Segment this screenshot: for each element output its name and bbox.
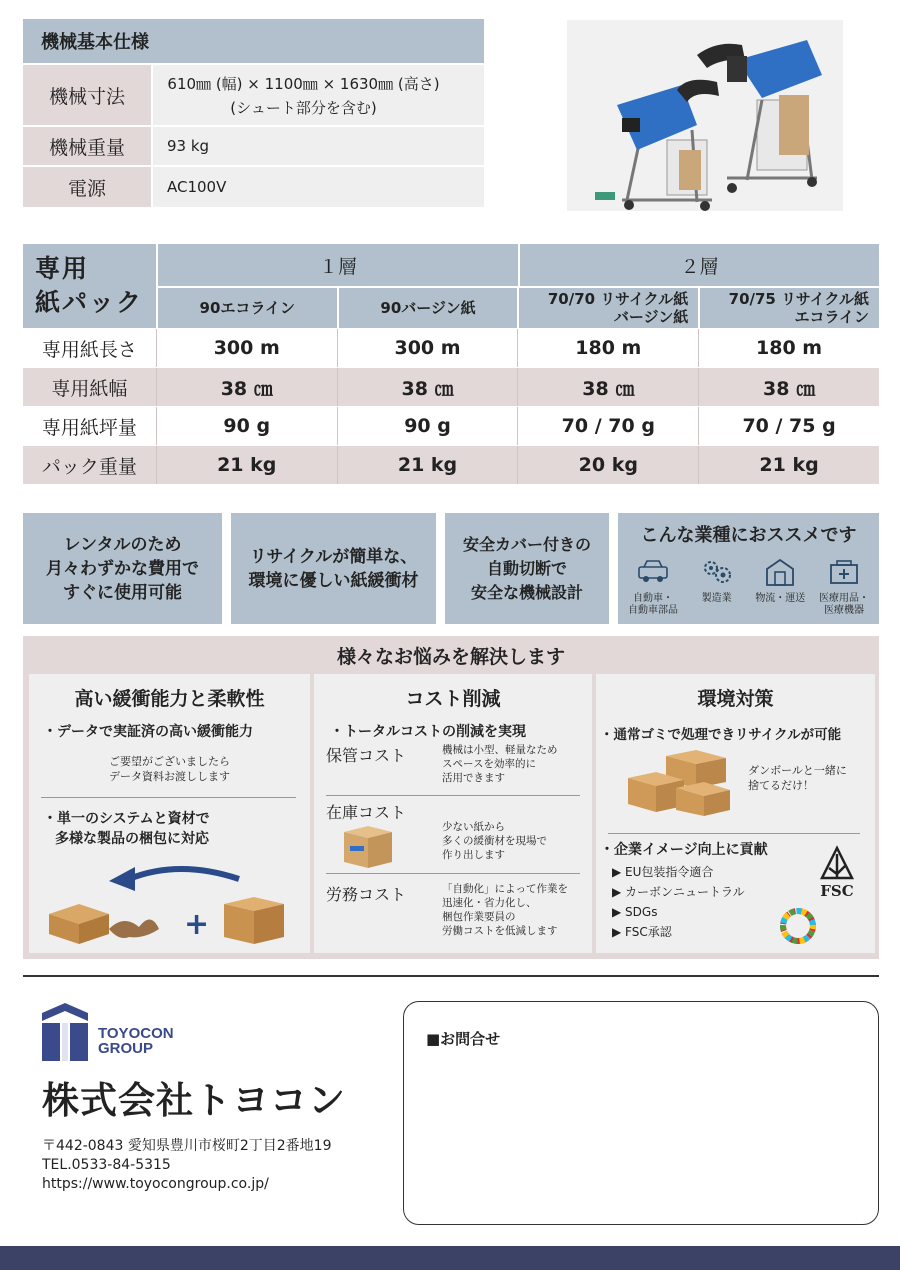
feature-recycle xyxy=(231,513,436,624)
cushion-column xyxy=(29,674,310,953)
env-list xyxy=(596,862,745,942)
pack-column-header xyxy=(698,286,879,328)
feature-line: 月々わずかな費用で xyxy=(46,558,199,579)
cost-desc xyxy=(442,743,558,785)
cell: 70 / 75 g xyxy=(698,407,879,445)
note-line: ご要望がございましたら xyxy=(109,755,230,768)
cell: 21 kg xyxy=(337,446,518,484)
feature-safety xyxy=(445,513,609,624)
cell: 20 kg xyxy=(517,446,698,484)
cost-desc xyxy=(442,882,568,938)
industry-item xyxy=(813,557,875,617)
col-line: 70/70 リサイクル紙 xyxy=(547,290,689,308)
cell: 300 m xyxy=(337,329,518,367)
warehouse-icon xyxy=(763,557,797,587)
divider xyxy=(608,833,860,834)
desc-line: 迅速化・省力化し、 xyxy=(442,897,537,909)
industry-item xyxy=(749,557,811,617)
cost-key: 在庫コスト xyxy=(326,803,407,822)
industry-item xyxy=(622,557,684,617)
industry-title: こんな業種におススメです xyxy=(640,525,857,546)
address: 〒442-0843 愛知県豊川市桜町2丁目2番地19 xyxy=(42,1138,332,1154)
cost-key: 労務コスト xyxy=(326,885,407,904)
industry-label: 医療用品・ xyxy=(818,593,869,604)
pack-group-1: １層 xyxy=(156,244,518,286)
col-line: 90エコライン xyxy=(199,299,295,317)
col-line: 70/75 リサイクル紙 xyxy=(728,290,869,308)
cardboard-boxes-illustration xyxy=(626,746,731,816)
row-label: 専用紙長さ xyxy=(41,338,137,361)
feature-line: 安全な機械設計 xyxy=(470,582,583,602)
medical-icon xyxy=(827,557,861,587)
industry-label: 自動車・ xyxy=(633,593,673,604)
desc-line: 多くの緩衝材を現場で xyxy=(442,835,547,847)
industry-label: 自動車部品 xyxy=(628,605,678,616)
spec-row xyxy=(23,165,484,207)
cell: 21 kg xyxy=(698,446,879,484)
industry-item xyxy=(686,557,748,617)
col-line: バージン紙 xyxy=(613,308,689,326)
spec-value xyxy=(151,65,484,125)
industry-label: 医療機器 xyxy=(823,605,864,616)
logo-text-line: GROUP xyxy=(98,1040,154,1057)
website-link[interactable]: https://www.toyocongroup.co.jp/ xyxy=(42,1176,269,1192)
spec-label: 機械寸法 xyxy=(23,65,151,125)
bullet-line: 多様な製品の梱包に対応 xyxy=(55,831,209,847)
feature-line: レンタルのため xyxy=(63,534,182,555)
spec-table xyxy=(23,19,484,207)
plus-sign: + xyxy=(184,907,210,942)
industry-label: 製造業 xyxy=(701,593,732,604)
spec-row xyxy=(23,63,484,125)
feature-line: 安全カバー付きの xyxy=(462,534,591,554)
col-line: 90バージン紙 xyxy=(380,299,476,317)
cell: 90 g xyxy=(337,407,518,445)
note-line: 捨てるだけ！ xyxy=(748,779,814,792)
cell: 38 ㎝ xyxy=(156,368,337,406)
cell: 38 ㎝ xyxy=(337,368,518,406)
cushion-note xyxy=(29,754,310,784)
env-bullet: ・通常ゴミで処理できリサイクルが可能 xyxy=(600,727,842,743)
note-line: ダンボールと一緒に xyxy=(748,764,847,777)
divider xyxy=(326,795,580,796)
desc-line: 「自動化」によって作業を xyxy=(442,883,568,895)
toyocon-logo xyxy=(42,1003,182,1067)
cost-bullet: ・トータルコストの削減を実現 xyxy=(330,724,526,740)
fsc-label: FSC xyxy=(820,882,854,900)
machine-photo xyxy=(567,20,843,211)
list-item: ▶ SDGs xyxy=(612,905,658,919)
fsc-logo xyxy=(816,844,858,900)
contact-box xyxy=(403,1001,879,1225)
spec-value-line: 610㎜ (幅) × 1100㎜ × 1630㎜ (高さ) xyxy=(167,74,440,93)
cushion-bullet xyxy=(29,809,210,849)
list-item: ▶ FSC承認 xyxy=(612,925,672,939)
solutions-title: 様々なお悩みを解決します xyxy=(336,645,565,668)
industry-label: 物流・運送 xyxy=(755,593,806,604)
environment-column xyxy=(596,674,875,953)
cell: 180 m xyxy=(517,329,698,367)
logo-text-line: TOYOCON xyxy=(98,1025,174,1042)
col-line: エコライン xyxy=(794,308,869,326)
table-row xyxy=(23,328,879,367)
company-address-block xyxy=(42,1137,331,1194)
sdgs-wheel-icon xyxy=(780,908,816,944)
divider xyxy=(326,873,580,874)
cushion-bullet: ・データで実証済の高い緩衝能力 xyxy=(43,724,253,740)
divider xyxy=(41,797,296,798)
table-row xyxy=(23,445,879,484)
feature-line: リサイクルが簡単な、 xyxy=(249,546,418,567)
spec-value: AC100V xyxy=(151,167,484,207)
desc-line: 機械は小型、軽量なため xyxy=(442,744,558,756)
pack-title-line: 紙パック xyxy=(35,288,144,317)
row-label: 専用紙幅 xyxy=(51,377,128,400)
env-heading: 環境対策 xyxy=(697,688,774,710)
box-and-cushion-illustration xyxy=(39,859,299,944)
note-line: データ資料お渡しします xyxy=(109,770,230,783)
gears-icon xyxy=(700,557,734,587)
pack-column-header xyxy=(517,286,698,328)
feature-rental xyxy=(23,513,222,624)
env-bullet: ・企業イメージ向上に貢献 xyxy=(600,842,768,858)
cost-key: 保管コスト xyxy=(326,746,407,765)
industry-box xyxy=(618,513,879,624)
cost-column xyxy=(314,674,592,953)
desc-line: スペースを効率的に xyxy=(442,758,536,770)
desc-line: 活用できます xyxy=(442,772,505,784)
spec-label: 電源 xyxy=(23,167,151,207)
car-icon xyxy=(636,557,670,587)
desc-line: 梱包作業要員の xyxy=(442,911,516,923)
feature-line: 環境に優しい紙緩衝材 xyxy=(248,570,419,591)
feature-line: 自動切断で xyxy=(486,558,567,578)
list-item: ▶ カーボンニュートラル xyxy=(612,885,745,899)
cell: 38 ㎝ xyxy=(517,368,698,406)
cell: 90 g xyxy=(156,407,337,445)
feature-line: すぐに使用可能 xyxy=(63,582,182,603)
bottom-bar xyxy=(0,1246,900,1270)
desc-line: 労働コストを低減します xyxy=(442,925,558,937)
paper-pack-table xyxy=(23,244,879,484)
bullet-line: ・単一のシステムと資材で xyxy=(43,811,210,827)
spec-label: 機械重量 xyxy=(23,127,151,165)
footer-divider xyxy=(23,975,879,977)
pack-group-2: ２層 xyxy=(518,244,879,286)
paper-pack-box-image xyxy=(340,822,396,870)
machine-illustration xyxy=(567,20,843,211)
row-label: パック重量 xyxy=(41,455,137,478)
cell: 21 kg xyxy=(156,446,337,484)
desc-line: 作り出します xyxy=(442,849,505,861)
spec-value: 93 kg xyxy=(151,127,484,165)
spec-row xyxy=(23,125,484,165)
cost-desc xyxy=(442,820,547,862)
row-label: 専用紙坪量 xyxy=(41,416,137,439)
telephone: TEL.0533-84-5315 xyxy=(42,1157,171,1173)
cell: 38 ㎝ xyxy=(698,368,879,406)
env-note xyxy=(748,763,847,793)
contact-heading: ■お問合せ xyxy=(426,1030,501,1048)
solutions-panel xyxy=(23,636,879,959)
cushion-heading: 高い緩衝能力と柔軟性 xyxy=(74,688,265,710)
table-row xyxy=(23,406,879,445)
pack-title xyxy=(23,244,156,328)
table-row xyxy=(23,367,879,406)
pack-title-line: 専用 xyxy=(35,254,90,283)
toyocon-logo-mark xyxy=(42,1003,182,1063)
cell: 300 m xyxy=(156,329,337,367)
cost-heading: コスト削減 xyxy=(405,688,501,710)
list-item: ▶ EU包装指令適合 xyxy=(612,865,714,879)
desc-line: 少ない紙から xyxy=(442,821,505,833)
company-name: 株式会社トヨコン xyxy=(42,1079,346,1122)
cell: 180 m xyxy=(698,329,879,367)
spec-value-line: (シュート部分を含む) xyxy=(230,98,377,117)
spec-title: 機械基本仕様 xyxy=(23,19,484,63)
cell: 70 / 70 g xyxy=(517,407,698,445)
pack-column-header xyxy=(156,286,337,328)
pack-column-header xyxy=(337,286,518,328)
